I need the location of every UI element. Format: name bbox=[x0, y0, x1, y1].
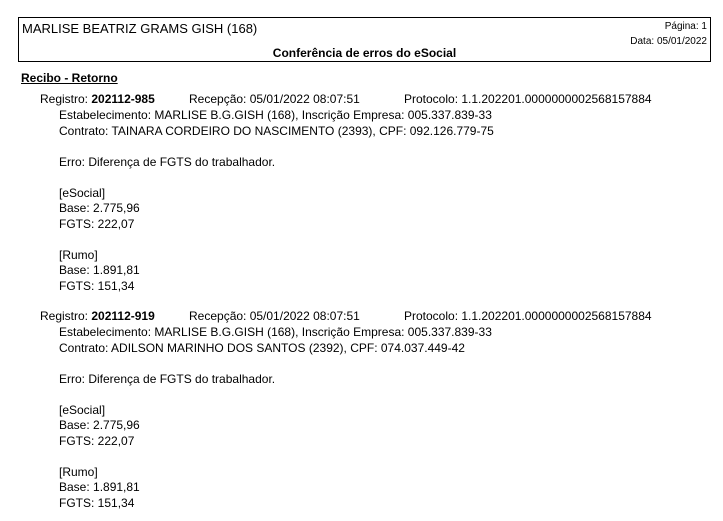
registro-line bbox=[40, 92, 680, 108]
estabelecimento-line: Estabelecimento: MARLISE B.G.GISH (168), Inscrição Empresa: 005.337.839-33 bbox=[59, 108, 492, 122]
esocial-fgts: FGTS: 222,07 bbox=[59, 216, 135, 231]
recepcao-field: Recepção: 05/01/2022 08:07:51 bbox=[189, 309, 360, 323]
erro-line: Erro: Diferença de FGTS do trabalhador. bbox=[59, 154, 276, 169]
record-entry bbox=[40, 309, 680, 511]
rumo-fgts: FGTS: 151,34 bbox=[59, 278, 135, 293]
company-name: MARLISE BEATRIZ GRAMS GISH (168) bbox=[22, 21, 258, 36]
page-number: Página: 1 bbox=[664, 21, 707, 32]
registro-id: 202112-985 bbox=[91, 92, 155, 106]
rumo-label: [Rumo] bbox=[59, 247, 98, 262]
registro-field bbox=[40, 92, 155, 106]
esocial-label: [eSocial] bbox=[59, 185, 106, 200]
registro-label: Registro: bbox=[40, 92, 89, 106]
estabelecimento-line: Estabelecimento: MARLISE B.G.GISH (168), Inscrição Empresa: 005.337.839-33 bbox=[59, 325, 492, 339]
esocial-base: Base: 2.775,96 bbox=[59, 201, 140, 215]
section-title: Recibo - Retorno bbox=[21, 71, 118, 85]
report-title: Conferência de erros do eSocial bbox=[272, 46, 457, 60]
registro-line bbox=[40, 309, 680, 325]
recepcao-field: Recepção: 05/01/2022 08:07:51 bbox=[189, 92, 360, 106]
report-header bbox=[18, 17, 711, 62]
rumo-label: [Rumo] bbox=[59, 464, 98, 479]
esocial-label: [eSocial] bbox=[59, 402, 106, 417]
esocial-fgts: FGTS: 222,07 bbox=[59, 433, 135, 448]
protocolo-field: Protocolo: 1.1.202201.0000000002568157884 bbox=[404, 92, 652, 106]
rumo-base: Base: 1.891,81 bbox=[59, 263, 140, 277]
record-entry bbox=[40, 92, 680, 294]
contrato-line: Contrato: ADILSON MARINHO DOS SANTOS (2392), CPF: 074.037.449-42 bbox=[59, 340, 465, 355]
contrato-line: Contrato: TAINARA CORDEIRO DO NASCIMENTO (2393), CPF: 092.126.779-75 bbox=[59, 123, 494, 138]
protocolo-field: Protocolo: 1.1.202201.0000000002568157884 bbox=[404, 309, 652, 323]
registro-label: Registro: bbox=[40, 309, 89, 323]
erro-line: Erro: Diferença de FGTS do trabalhador. bbox=[59, 371, 276, 386]
esocial-base: Base: 2.775,96 bbox=[59, 418, 140, 432]
registro-id: 202112-919 bbox=[91, 309, 155, 323]
rumo-base: Base: 1.891,81 bbox=[59, 480, 140, 494]
rumo-fgts: FGTS: 151,34 bbox=[59, 495, 135, 510]
report-date: Data: 05/01/2022 bbox=[630, 36, 707, 47]
registro-field bbox=[40, 309, 155, 323]
